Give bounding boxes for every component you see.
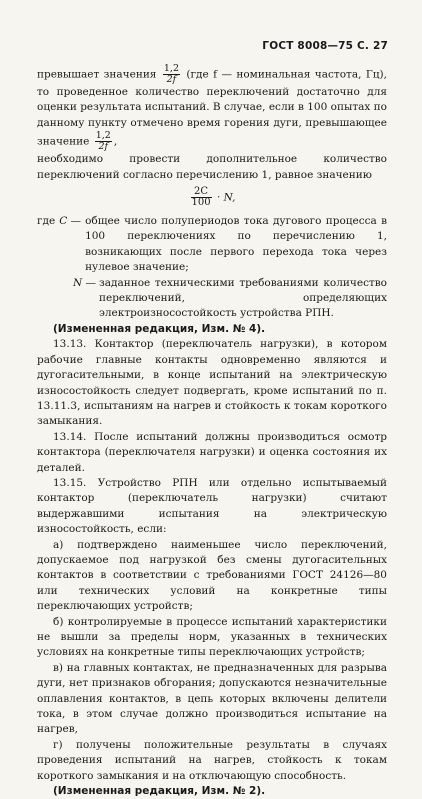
list-item-b: б) контролируемые в процессе испытаний характеристики не вышли за пределы норм, указанных в технических условиях на конкретные типы переключающих устройств;	[37, 615, 387, 659]
page-header: ГОСТ 8008—75 С. 27	[262, 40, 388, 52]
definition-n	[37, 276, 387, 322]
definition-text: общее число полупериодов тока дугового процесса в 100 переключениях по перечислению 1, возникающих после первого перехода тока через нулевое значение;	[85, 215, 387, 274]
formula-fraction	[191, 187, 212, 208]
paragraph-13-15: 13.15. Устройство РПН или отдельно испытываемый контактор (переключатель нагрузки) считают выдержавшими испытания на электрическую износостойкость, если:	[37, 476, 387, 536]
fraction	[95, 131, 112, 152]
definition-symbol: C —	[59, 215, 82, 228]
formula-numerator: 2C	[191, 187, 212, 198]
fraction-numerator: 1,2	[163, 63, 179, 74]
text-segment: (где f — номинальная частота, Гц), то проведенное количество переключений достаточно для оценки результата испытаний. В случае, если в 100 опытах по данному пункту отмечено время горения дуги, превышающее значение	[37, 68, 387, 148]
definition-c	[37, 214, 387, 276]
fraction-numerator: 1,2	[95, 130, 111, 142]
list-item-v: в) на главных контактах, не предназначенных для разрыва дуги, нет признаков обгорания; допускаются незначительные оплавления контактов, в цепь которых включены делители тока, в этом случае должно производиться испытание на нагрев,	[37, 661, 387, 736]
formula-tail: · N,	[216, 191, 236, 204]
paragraph-13-14: 13.14. После испытаний должны производиться осмотр контактора (переключателя нагрузки) и оценка состояния их деталей.	[37, 430, 387, 474]
fraction-denominator: 2f	[98, 141, 109, 153]
text-segment: превышает значения	[37, 68, 157, 81]
document-body	[37, 64, 387, 799]
fraction-denominator: 2f	[166, 74, 177, 85]
formula-denominator: 100	[191, 197, 211, 209]
definition-where: где	[37, 215, 56, 228]
definition-symbol: N —	[73, 276, 97, 289]
list-item-a: а) подтверждено наименьшее число переключений, допускаемое под нагрузкой без смены дугогасительных контактов в соответствии с требованиями ГОСТ 24126—80 или технических условий на конкретные типы переключающих устройств;	[37, 538, 387, 613]
definition-text: заданное техническими требованиями количество переключений, определяющих электроизносостойкость устройства РПН.	[99, 276, 387, 320]
fraction	[163, 64, 180, 85]
paragraph-13-13: 13.13. Контактор (переключатель нагрузки), в котором рабочие главные контакты одновременно являются и дугогасительными, в конце испытаний на электрическую износостойкость следует подвергать, кроме испытаний по п. 13.11.3, испытаниям на нагрев и стойкость к токам короткого замыкания.	[37, 338, 387, 428]
amendment-note: (Измененная редакция, Изм. № 4).	[53, 322, 266, 335]
formula	[37, 187, 387, 208]
amendment-note: (Измененная редакция, Изм. № 2).	[53, 785, 266, 798]
paragraph: необходимо провести дополнительное количество переключений согласно перечислению 1, равное значению	[37, 153, 387, 181]
text-segment: ,	[113, 135, 118, 148]
list-item-g: г) получены положительные результаты в случаях проведения испытаний на нагрев, стойкость к токам короткого замыкания и на отключающую способность.	[37, 738, 387, 782]
paragraph-continuation	[37, 64, 387, 152]
